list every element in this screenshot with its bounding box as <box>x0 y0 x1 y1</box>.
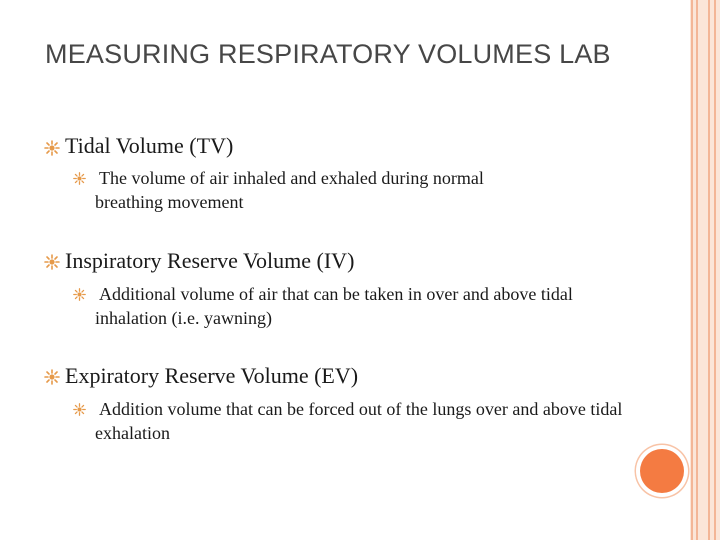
bullet-heading: Inspiratory Reserve Volume (IV) <box>65 248 355 273</box>
sun-burst-icon <box>73 288 86 301</box>
bullet-heading: Expiratory Reserve Volume (EV) <box>65 363 359 388</box>
border-line <box>714 0 716 540</box>
sun-burst-icon <box>73 172 86 185</box>
slide-title: MEASURING RESPIRATORY VOLUMES LAB <box>45 39 611 69</box>
bullet-detail: Addition volume that can be forced out of the lungs over and above tidal exhalation <box>95 399 623 443</box>
border-line <box>708 0 710 540</box>
border-line <box>691 0 693 540</box>
sun-burst-icon <box>44 369 60 385</box>
decorative-border <box>690 0 720 540</box>
sun-burst-icon <box>73 403 86 416</box>
sun-burst-icon <box>44 254 60 270</box>
border-line <box>696 0 698 540</box>
sun-burst-icon <box>44 140 60 156</box>
accent-circle <box>640 449 684 493</box>
bullet-detail: The volume of air inhaled and exhaled during normal breathing movement <box>95 168 484 212</box>
bullet-detail: Additional volume of air that can be taken in over and above tidal inhalation (i.e. yawning) <box>95 284 573 328</box>
bullet-heading: Tidal Volume (TV) <box>65 133 234 158</box>
